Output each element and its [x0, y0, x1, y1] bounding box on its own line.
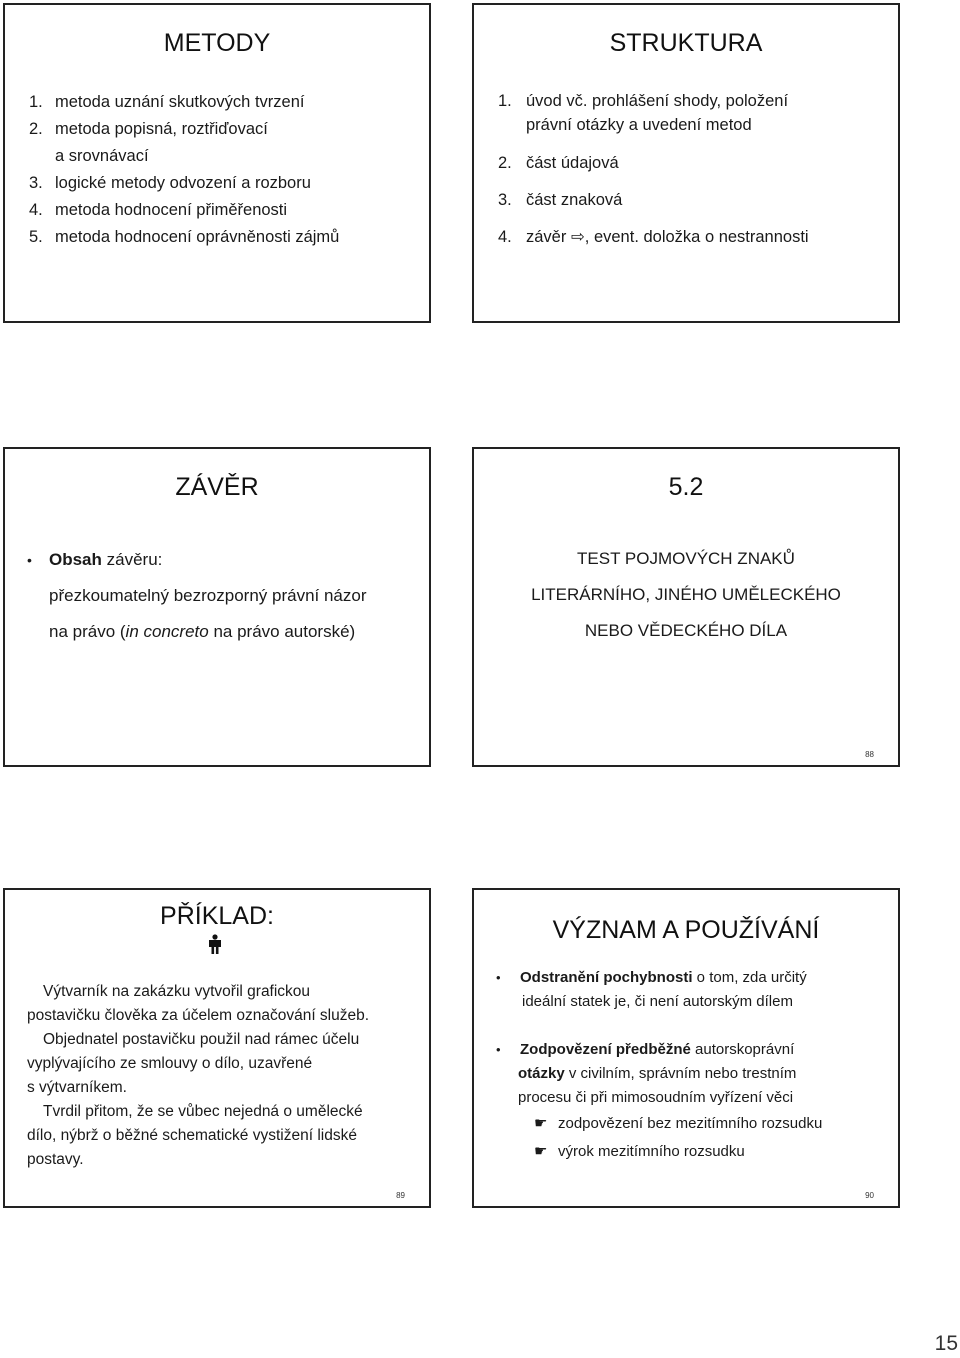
- slide-priklad: [3, 888, 431, 1208]
- text-line: NEBO VĚDECKÉHO DÍLA: [584, 621, 788, 640]
- slide-test: [472, 447, 900, 767]
- text-line: s výtvarníkem.: [27, 1079, 127, 1096]
- list-item: 5. metoda hodnocení oprávněnosti zájmů: [29, 228, 340, 246]
- slide-metody: [3, 3, 431, 323]
- list-item: 2. metoda popisná, roztřiďovací: [29, 120, 268, 138]
- slide-vyznam: [472, 888, 900, 1208]
- list-item: 3. logické metody odvození a rozboru: [29, 174, 311, 192]
- slide-title: STRUKTURA: [609, 29, 763, 57]
- text-line: Výtvarník na zakázku vytvořil grafickou: [43, 983, 311, 1000]
- text-line: postavičku člověka za účelem označování služeb.: [27, 1007, 370, 1024]
- slide-struktura: [472, 3, 900, 323]
- significance-list: [496, 966, 822, 1164]
- list-item: a srovnávací: [55, 147, 149, 165]
- bullet-item: • Odstranění pochybnosti o tom, zda určitý: [496, 966, 822, 990]
- page-number: 15: [934, 1332, 958, 1355]
- bullet-item: • Obsah závěru:: [27, 542, 367, 578]
- list-item: 4. metoda hodnocení přiměřenosti: [29, 201, 288, 219]
- slide-title: METODY: [163, 29, 271, 57]
- structure-list: [498, 89, 809, 249]
- list-item: právní otázky a uvedení metod: [526, 116, 752, 134]
- text-line: postavy.: [27, 1151, 84, 1168]
- bullet-item: • Zodpovězení předběžné autorskoprávní: [496, 1038, 822, 1062]
- text-line: na právo (in concreto na právo autorské): [49, 622, 356, 641]
- text-line: otázky v civilním, správním nebo trestním: [518, 1065, 797, 1082]
- list-item: 1. metoda uznání skutkových tvrzení: [29, 93, 305, 111]
- slide-number: 90: [865, 1191, 874, 1200]
- pointing-hand-icon: ☛: [534, 1115, 548, 1132]
- slide-number: 88: [865, 750, 874, 759]
- conclusion-text: [27, 542, 367, 650]
- bullet-icon: •: [27, 552, 32, 568]
- bullet-icon: •: [496, 1042, 501, 1057]
- arrow-right-icon: ⇨: [570, 228, 585, 246]
- text-line: Tvrdil přitom, že se vůbec nejedná o umělecké: [43, 1103, 363, 1120]
- methods-list: [29, 89, 339, 251]
- list-item: 3. část znaková: [498, 191, 623, 209]
- person-icon: [208, 934, 222, 959]
- text-line: dílo, nýbrž o běžné schematické vystižení lidské: [27, 1127, 357, 1144]
- slide-title: ZÁVĚR: [175, 473, 259, 501]
- text-line: procesu či při mimosoudním vyřízení věci: [518, 1089, 794, 1106]
- test-heading: [474, 541, 898, 649]
- list-item: 4. závěr ⇨, event. doložka o nestrannosti: [498, 228, 809, 246]
- text-line: ideální statek je, či není autorským dílem: [522, 993, 793, 1010]
- text-line: Objednatel postavičku použil nad rámec účelu: [43, 1031, 360, 1048]
- text-line: vyplývajícího ze smlouvy o dílo, uzavřené: [27, 1055, 313, 1072]
- pointing-hand-icon: ☛: [534, 1143, 548, 1160]
- slide-zaver: [3, 447, 431, 767]
- list-item: 2. část údajová: [498, 154, 619, 172]
- sub-item: ☛ zodpovězení bez mezitímního rozsudku: [496, 1112, 822, 1136]
- slide-title: VÝZNAM A POUŽÍVÁNÍ: [552, 916, 820, 944]
- sub-item: ☛ výrok mezitímního rozsudku: [496, 1140, 822, 1164]
- bullet-icon: •: [496, 970, 501, 985]
- text-line: TEST POJMOVÝCH ZNAKŮ: [577, 549, 795, 568]
- list-item: 1. úvod vč. prohlášení shody, položení: [498, 92, 789, 110]
- text-line: přezkoumatelný bezrozporný právní názor: [49, 586, 367, 605]
- slide-title: PŘÍKLAD:: [160, 902, 274, 930]
- slide-title: 5.2: [668, 473, 704, 501]
- slide-number: 89: [396, 1191, 405, 1200]
- example-text: [27, 980, 369, 1172]
- text-line: LITERÁRNÍHO, JINÉHO UMĚLECKÉHO: [531, 585, 841, 604]
